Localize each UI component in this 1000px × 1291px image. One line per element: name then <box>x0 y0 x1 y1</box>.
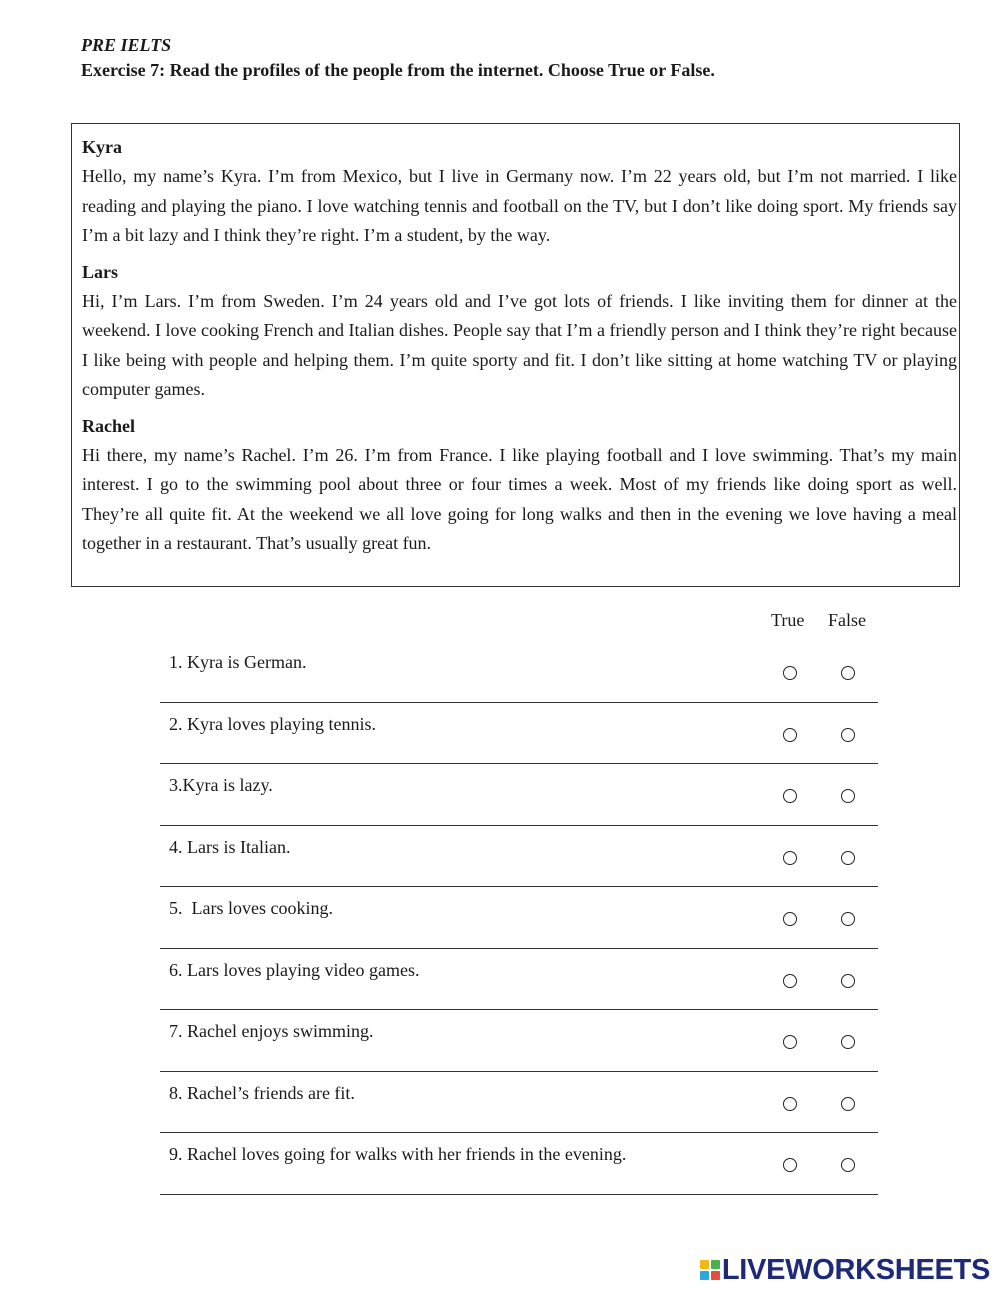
question-row-3 <box>160 764 878 826</box>
profile-name: Kyra <box>82 137 122 157</box>
question-row-5 <box>160 887 878 949</box>
question-row-4 <box>160 826 878 888</box>
false-radio[interactable] <box>841 851 855 865</box>
question-row-1 <box>160 641 878 703</box>
liveworksheets-logo-icon <box>700 1260 720 1280</box>
question-list <box>160 641 878 1195</box>
liveworksheets-logo-text: LIVEWORKSHEETS <box>721 1253 990 1286</box>
true-radio[interactable] <box>783 666 797 680</box>
question-row-9 <box>160 1133 878 1195</box>
false-radio[interactable] <box>841 728 855 742</box>
true-radio[interactable] <box>783 1097 797 1111</box>
exercise-instructions: Exercise 7: Read the profiles of the people from the internet. Choose True or False. <box>81 60 715 80</box>
question-row-2 <box>160 703 878 765</box>
profile-text: Hi there, my name’s Rachel. I’m 26. I’m from France. I like playing football and I love swimming. That’s my main interest. I go to the swimming pool about three or four times a week. Most of my friends like doing sport as well. They’re all quite fit. At the weekend we all love going for long walks and then in the evening we love having a meal together in a restaurant. That’s usually great fun. <box>82 444 957 553</box>
question-text: 3.Kyra is lazy. <box>169 775 273 795</box>
logo-square-icon <box>711 1260 720 1269</box>
logo-square-icon <box>700 1271 709 1280</box>
true-radio[interactable] <box>783 1035 797 1049</box>
question-text: 9. Rachel loves going for walks with her friends in the evening. <box>169 1144 627 1164</box>
question-text: 2. Kyra loves playing tennis. <box>169 713 376 734</box>
question-text: 5. Lars loves cooking. <box>169 898 333 918</box>
true-radio[interactable] <box>783 728 797 742</box>
true-column-header: True <box>771 610 805 630</box>
false-radio[interactable] <box>841 1097 855 1111</box>
question-text: 8. Rachel’s friends are fit. <box>169 1082 355 1103</box>
question-row-7 <box>160 1010 878 1072</box>
true-radio[interactable] <box>783 1158 797 1172</box>
question-row-8 <box>160 1072 878 1134</box>
liveworksheets-logo <box>700 1254 990 1286</box>
question-text: 1. Kyra is German. <box>169 652 307 672</box>
true-radio[interactable] <box>783 974 797 988</box>
question-text: 7. Rachel enjoys swimming. <box>169 1021 374 1041</box>
profile-name: Lars <box>82 261 118 282</box>
profile-kyra <box>82 132 957 251</box>
true-radio[interactable] <box>783 789 797 803</box>
profile-lars <box>82 257 957 405</box>
false-radio[interactable] <box>841 912 855 926</box>
true-radio[interactable] <box>783 912 797 926</box>
false-radio[interactable] <box>841 1035 855 1049</box>
question-text: 6. Lars loves playing video games. <box>169 959 420 980</box>
profile-rachel <box>82 411 957 559</box>
profiles-box <box>71 123 960 587</box>
false-radio[interactable] <box>841 666 855 680</box>
profile-text: Hello, my name’s Kyra. I’m from Mexico, but I live in Germany now. I’m 22 years old, but I’m not married. I like reading and playing the piano. I love watching tennis and football on the TV, but I don’t like doing sport. My friends say I’m a bit lazy and I think they’re right. I’m a student, by the way. <box>82 166 957 245</box>
profile-text: Hi, I’m Lars. I’m from Sweden. I’m 24 years old and I’ve got lots of friends. I like inviting them for dinner at the weekend. I love cooking French and Italian dishes. People say that I’m a friendly person and I think they’re right because I like being with people and helping them. I’m quite sporty and fit. I don’t like sitting at home watching TV or playing computer games. <box>82 290 957 399</box>
question-row-6 <box>160 949 878 1011</box>
question-text: 4. Lars is Italian. <box>169 836 291 857</box>
false-radio[interactable] <box>841 789 855 803</box>
false-radio[interactable] <box>841 974 855 988</box>
course-title: PRE IELTS <box>81 35 172 55</box>
false-radio[interactable] <box>841 1158 855 1172</box>
logo-square-icon <box>700 1260 709 1269</box>
profile-name: Rachel <box>82 415 135 436</box>
logo-square-icon <box>711 1271 720 1280</box>
false-column-header: False <box>828 610 866 630</box>
true-radio[interactable] <box>783 851 797 865</box>
